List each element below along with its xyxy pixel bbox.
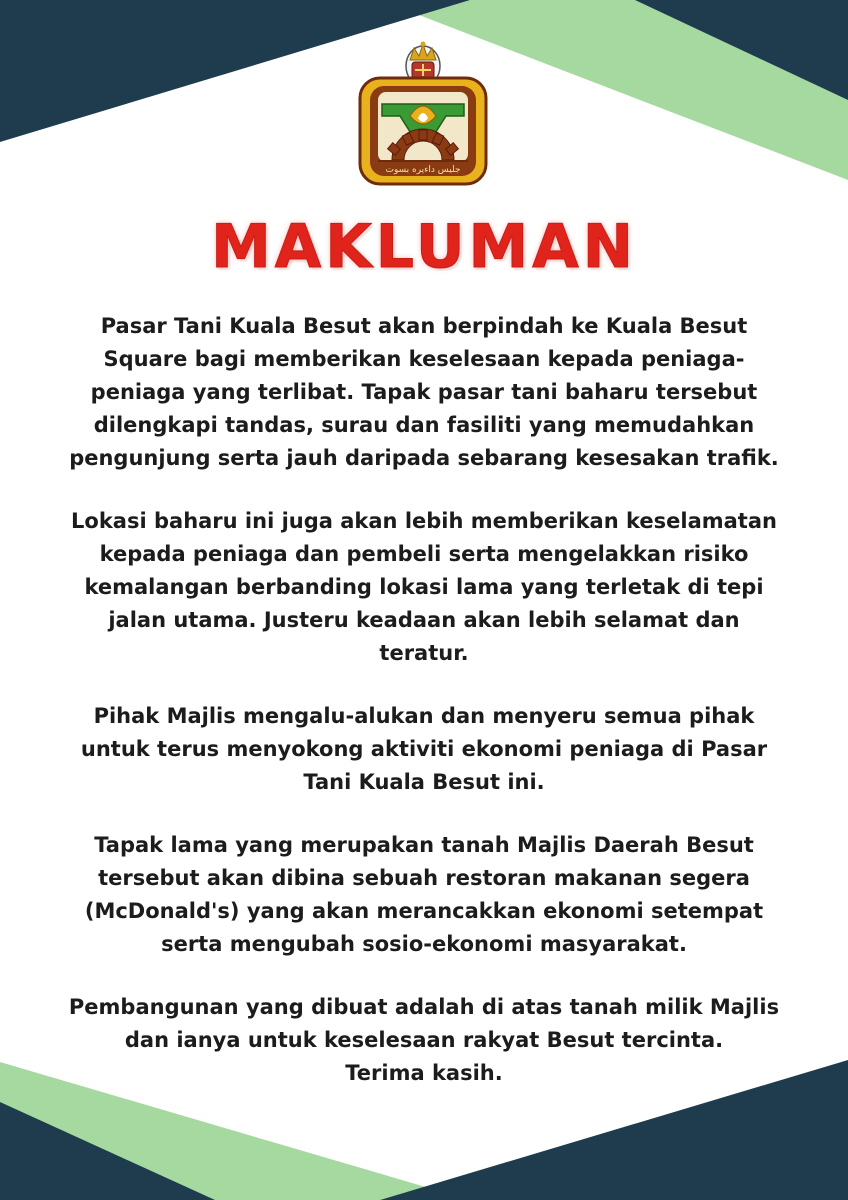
paragraph-line: jalan utama. Justeru keadaan akan lebih selamat dan (108, 608, 740, 632)
notice-paragraph (44, 700, 804, 799)
paragraph-line: Pasar Tani Kuala Besut akan berpindah ke Kuala Besut (100, 314, 748, 338)
notice-paragraph (44, 505, 804, 670)
notice-paragraph (44, 310, 804, 475)
paragraph-line: Terima kasih. (345, 1061, 503, 1085)
paragraph-line: pengunjung serta jauh daripada sebarang kesesakan trafik. (69, 446, 779, 470)
paragraph-line: kemalangan berbanding lokasi lama yang terletak di tepi (84, 575, 764, 599)
paragraph-line: peniaga yang terlibat. Tapak pasar tani baharu tersebut (90, 380, 758, 404)
paragraph-line: dan ianya untuk keselesaan rakyat Besut tercinta. (124, 1028, 724, 1052)
paragraph-line: tersebut akan dibina sebuah restoran makanan segera (98, 866, 750, 890)
paragraph-line: dilengkapi tandas, surau dan fasiliti yang memudahkan (93, 413, 755, 437)
paragraph-line: Pihak Majlis mengalu-alukan dan menyeru semua pihak (93, 704, 755, 728)
paragraph-line: Tani Kuala Besut ini. (303, 770, 545, 794)
notice-paragraph (44, 829, 804, 961)
paragraph-line: untuk terus menyokong aktiviti ekonomi peniaga di Pasar (80, 737, 768, 761)
paragraph-line: Pembangunan yang dibuat adalah di atas tanah milik Majlis (68, 995, 780, 1019)
notice-paragraph (44, 991, 804, 1090)
council-logo (352, 40, 494, 192)
paragraph-line: Square bagi memberikan keselesaan kepada peniaga- (103, 347, 745, 371)
paragraph-line: Lokasi baharu ini juga akan lebih memberikan keselamatan (71, 509, 777, 533)
paragraph-line: kepada peniaga dan pembeli serta mengelakkan risiko (99, 542, 749, 566)
paragraph-line: (McDonald's) yang akan merancakkan ekonomi setempat (84, 899, 764, 923)
notice-body (44, 310, 804, 1120)
page-title: MAKLUMAN (211, 212, 637, 282)
paragraph-line: Tapak lama yang merupakan tanah Majlis Daerah Besut (94, 833, 754, 857)
logo-script-text: جليس داءيره بسوت (385, 165, 461, 175)
paragraph-line: serta mengubah sosio-ekonomi masyarakat. (161, 932, 687, 956)
paragraph-line: teratur. (379, 641, 469, 665)
